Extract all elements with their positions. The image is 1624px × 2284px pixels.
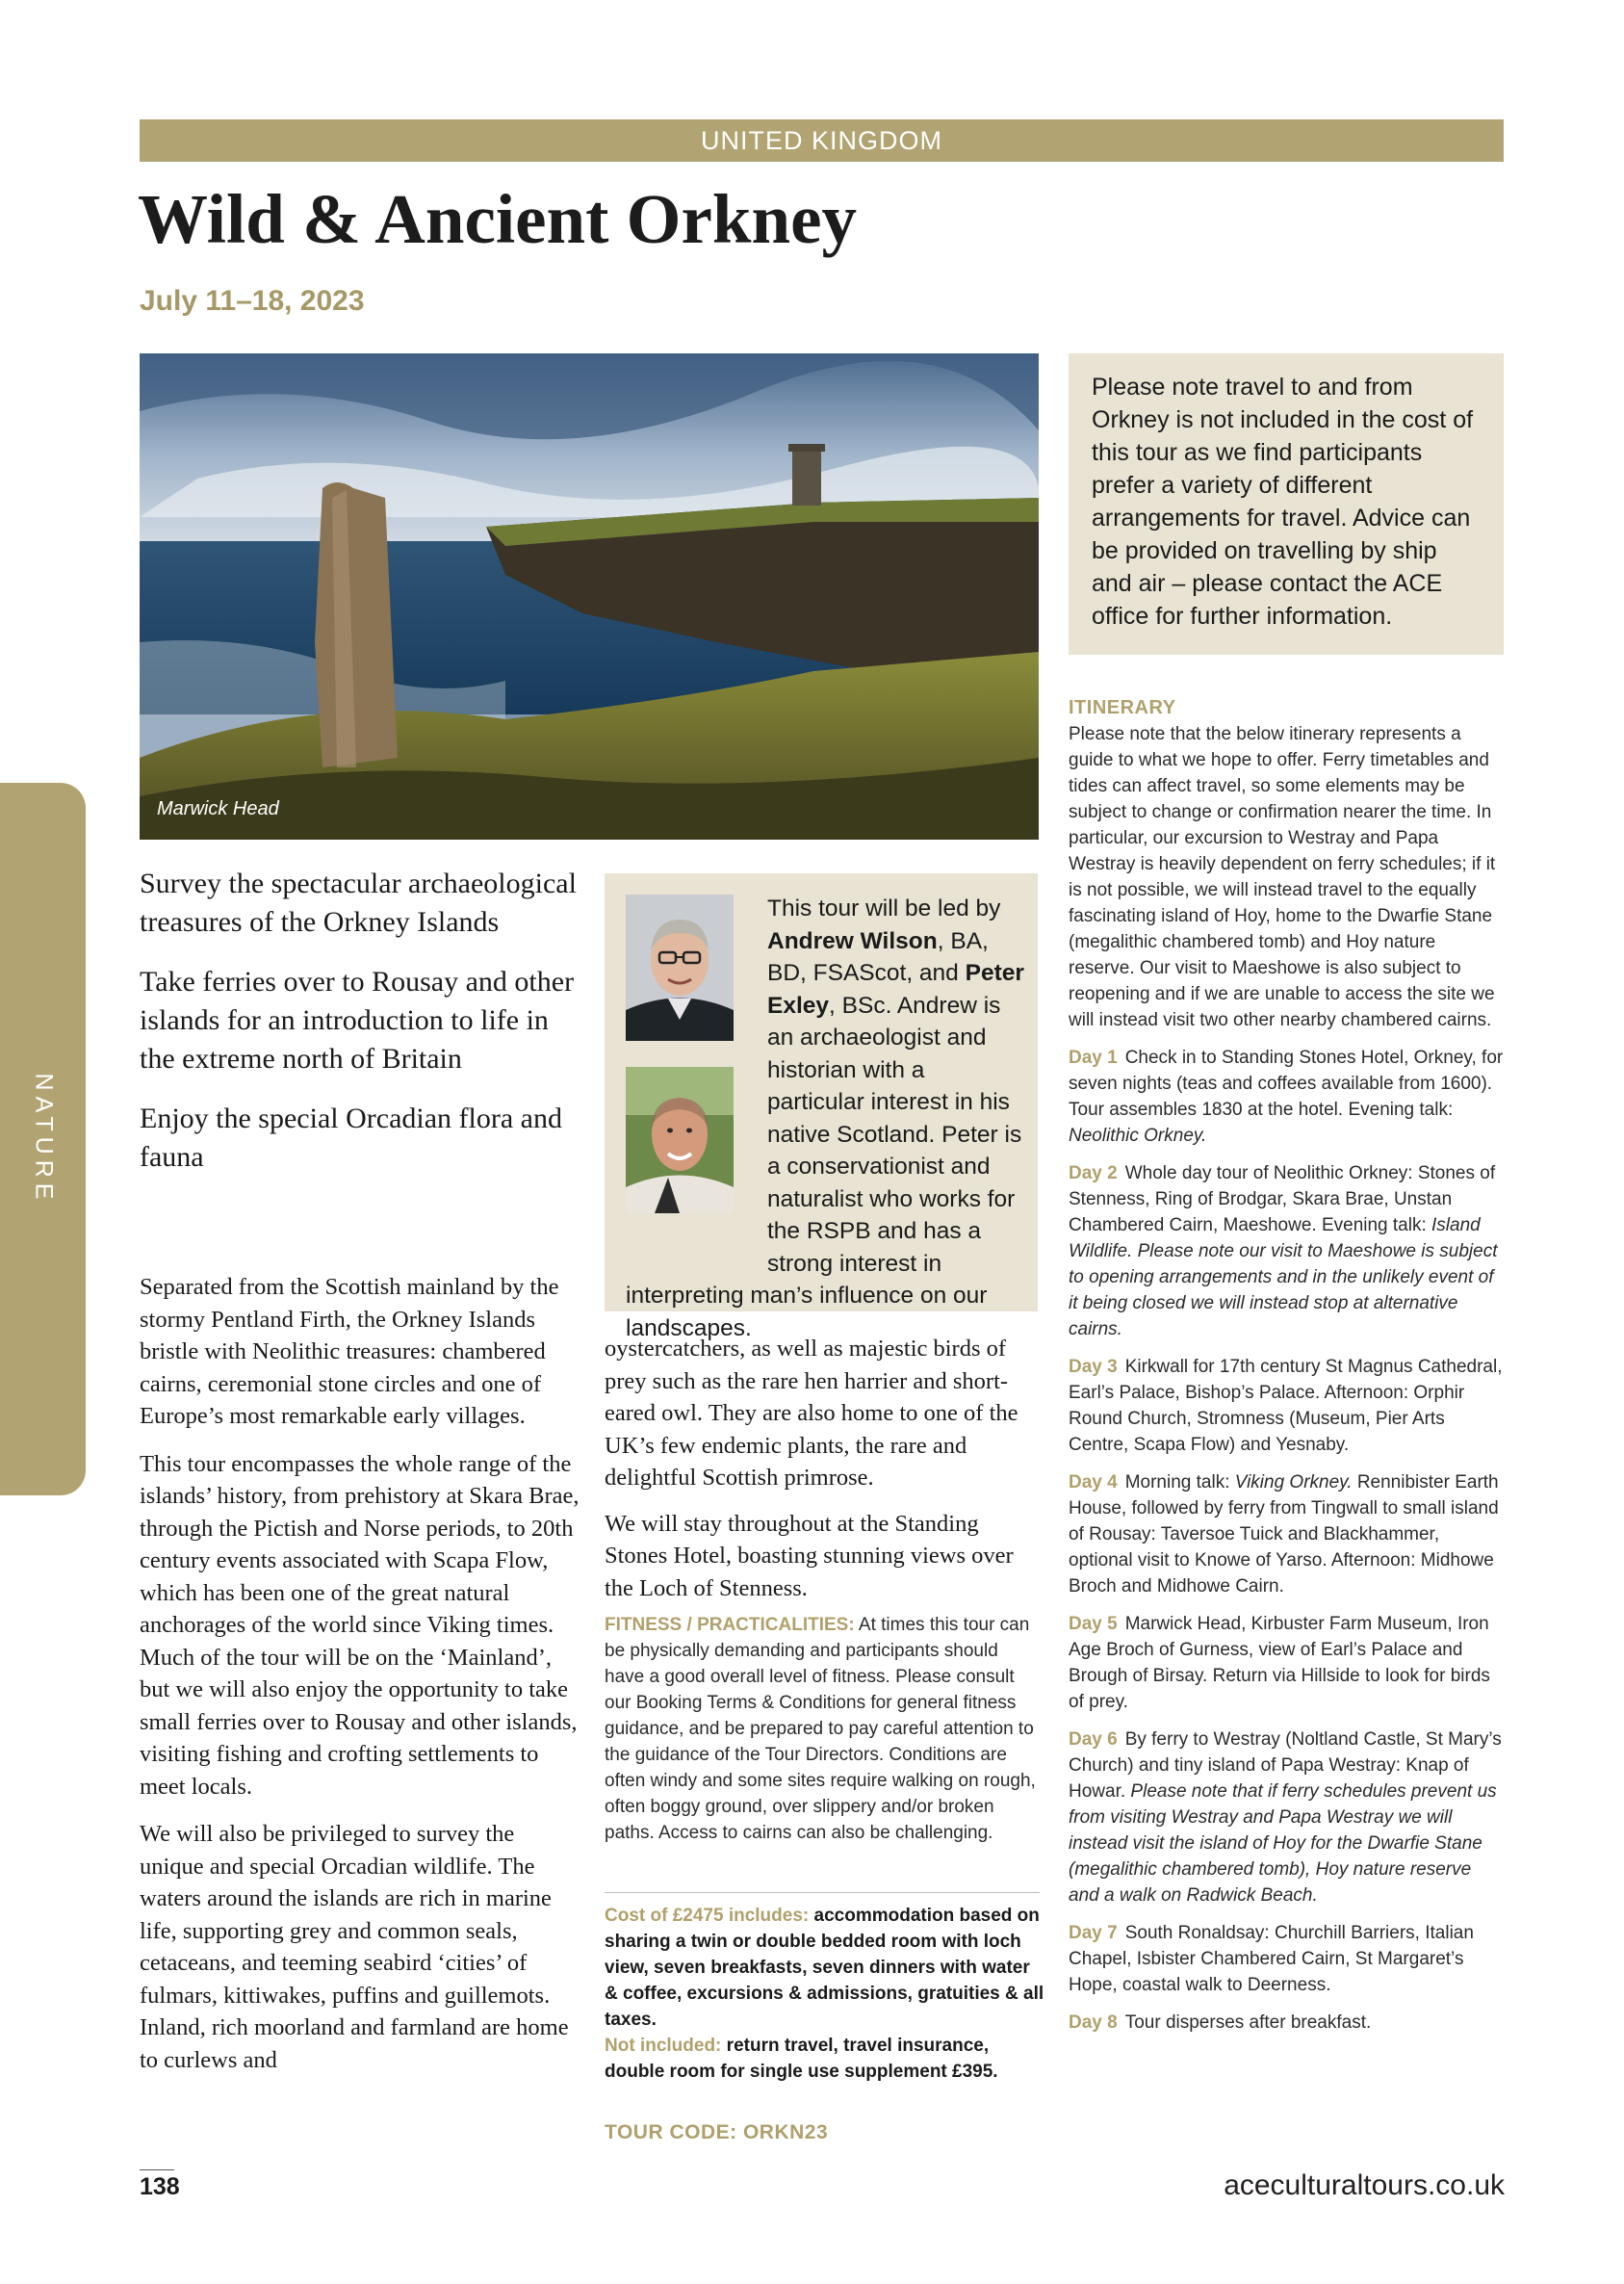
highlight-item: Take ferries over to Rousay and other islands for an introduction to life in the extreme north of Britain — [140, 966, 575, 1075]
day-text: Morning talk: — [1124, 1472, 1235, 1492]
day-text: Kirkwall for 17th century St Magnus Cathedral, Earl’s Palace, Bishop’s Palace. Afternoon: Orphir Round Church, Stromness (Museum, Pier Arts Centre, Scapa Flow) and Yesnaby. — [1069, 1357, 1503, 1455]
day-text: By ferry to Westray (Noltland Castle, St Mary’s Church) and tiny island of Papa Westray: Knap of Howar. — [1069, 1729, 1502, 1802]
body-paragraph: oystercatchers, as well as majestic birds of prey such as the rare hen harrier and short-eared owl. They are also home to one of the UK’s few endemic plants, the rare and delightful Scottish primrose. — [605, 1336, 1018, 1491]
marwick-head-illustration — [140, 353, 1039, 840]
day-text: Tour disperses after breakfast. — [1124, 2012, 1372, 2033]
body-paragraph: This tour encompasses the whole range of the islands’ history, from prehistory at Skara Brae, through the Pictish and Norse periods, to 20th century events associated with Scapa Flow, which has been one of the great natural anchorages of the world since Viking times. Much of the tour will be on the ‘Mainland’, but we will also enjoy the opportunity to take small ferries over to Rousay and other islands, visiting fishing and crofting settlements to meet locals. — [140, 1450, 580, 1800]
section-tab — [0, 783, 86, 1495]
itinerary-day — [1069, 1726, 1507, 1908]
day-label: Day 4 — [1069, 1472, 1118, 1492]
day-label: Day 2 — [1069, 1163, 1118, 1183]
day-text: Rennibister Earth House, followed by ferry from Tingwall to small island of Rousay: Taversoe Tuick and Blackhammer, optional visit to Knowe of Yarso. Afternoon: Midhowe Broch and Midhowe Cairn. — [1069, 1472, 1499, 1596]
cost-includes-label: Cost of £2475 includes: — [605, 1906, 810, 1926]
cost-includes-text: accommodation based on sharing a twin or double bedded room with loch view, seven breakfasts, seven dinners with water & coffee, excursions & admissions, gratuities & all taxes. — [605, 1906, 1044, 2030]
tour-code: TOUR CODE: ORKN23 — [605, 2121, 829, 2143]
leader-bio: , BSc. Andrew is an archaeologist and historian with a particular interest in his native Scotland. Peter is a conservationist and naturalist who works for the RSPB and has a strong interest in interpreting man’s influence on our landscapes. — [626, 992, 1022, 1341]
itinerary-day — [1069, 1045, 1507, 1149]
itinerary-intro: Please note that the below itinerary represents a guide to what we hope to offer. Ferry timetables and tides can affect travel, so some elements may be subject to change or confirmation nearer the time. In particular, our excursion to Westray and Papa Westray is heavily dependent on ferry schedules; if it is not possible, we will instead travel to the equally fascinating island of Hoy, home to the Dwarfie Stane (megalithic chambered tomb) and Hoy nature reserve. Our visit to Maeshowe is also subject to reopening and if we are unable to access the site we will instead visit two other nearby chambered cairns. — [1069, 724, 1496, 1030]
fitness-text: At times this tour can be physically demanding and participants should have a good overall level of fitness. Please consult our Booking Terms & Conditions for general fitness guidance, and be prepared to pay careful attention to the guidance of the Tour Directors. Conditions are often windy and some sites require walking on rough, often boggy ground, over slippery and/or broken paths. Access to cairns can also be challenging. — [605, 1615, 1036, 1843]
itinerary-day — [1069, 1611, 1507, 1715]
itinerary-day — [1069, 1160, 1507, 1342]
itinerary-heading: ITINERARY — [1069, 697, 1176, 718]
itinerary-day — [1069, 1469, 1507, 1599]
region-banner: UNITED KINGDOM — [140, 119, 1504, 162]
leader-name-andrew: Andrew Wilson — [767, 927, 938, 954]
tour-dates: July 11–18, 2023 — [140, 285, 365, 317]
day-label: Day 3 — [1069, 1357, 1118, 1377]
travel-note-box — [1069, 353, 1504, 655]
not-included-text: return travel, travel insurance, double room for single use supplement £395. — [605, 2036, 998, 2082]
body-paragraph: We will also be privileged to survey the unique and special Orcadian wildlife. The waters around the islands are rich in marine life, supporting grey and common seals, cetaceans, and teeming seabird ‘cities’ of fulmars, kittiwakes, puffins and guillemots. Inland, rich moorland and farmland are home to curlews and — [140, 1821, 569, 2073]
leaders-intro: This tour will be led by — [767, 895, 1001, 921]
day-text: Whole day tour of Neolithic Orkney: Stones of Stenness, Ring of Brodgar, Skara Brae, Unstan Chambered Cairn, Maeshowe. Evening talk: — [1069, 1163, 1496, 1235]
highlight-item: Survey the spectacular archaeological treasures of the Orkney Islands — [140, 868, 577, 938]
page-title: Wild & Ancient Orkney — [138, 180, 857, 258]
leader-credentials: , BA, BD, FSAScot, and — [767, 927, 989, 986]
day-label: Day 8 — [1069, 2012, 1118, 2033]
hero-photo — [140, 353, 1039, 840]
photo-caption: Marwick Head — [157, 798, 279, 819]
section-tab-label: NATURE — [30, 1073, 57, 1206]
highlight-item: Enjoy the special Orcadian flora and fauna — [140, 1103, 562, 1173]
website-link[interactable]: aceculturaltours.co.uk — [1224, 2169, 1505, 2201]
portrait-peter-exley — [626, 1067, 734, 1213]
highlights-list — [140, 865, 582, 1198]
travel-note-text: Please note travel to and from Orkney is not included in the cost of this tour as we find participants prefer a variety of different arrangements for travel. Advice can be provided on travelling by ship and air – please contact the ACE office for further information. — [1092, 374, 1474, 630]
intro-text — [140, 1271, 582, 2091]
tour-leaders-box — [605, 873, 1038, 1341]
fitness-paragraph — [605, 1612, 1043, 1846]
day-italic: Please note that if ferry schedules prevent us from visiting Westray and Papa Westray we will instead visit the island of Hoy for the Dwarfie Stane (megalithic chambered tomb), Hoy nature reserve and a walk on Radwick Beach. — [1069, 1781, 1497, 1906]
leader-name-peter: Peter Exley — [767, 960, 1024, 1019]
fitness-label: FITNESS / PRACTICALITIES: — [605, 1615, 855, 1635]
body-paragraph: Separated from the Scottish mainland by the stormy Pentland Firth, the Orkney Islands bristle with Neolithic treasures: chambered cairns, ceremonial stone circles and one of Europe’s most remarkable early villages. — [140, 1274, 559, 1429]
divider — [605, 1892, 1040, 1893]
page-number: 138 — [140, 2173, 180, 2200]
day-label: Day 7 — [1069, 1923, 1118, 1943]
footer-rule — [140, 2169, 174, 2170]
day-text: Marwick Head, Kirbuster Farm Museum, Iron Age Broch of Gurness, view of Earl’s Palace and Brough of Birsay. Return via Hillside to look for birds of prey. — [1069, 1614, 1490, 1712]
day-text: Check in to Standing Stones Hotel, Orkney, for seven nights (teas and coffees available from 1600). Tour assembles 1830 at the hotel. Evening talk: — [1069, 1048, 1504, 1120]
itinerary-section — [1069, 695, 1507, 2047]
body-paragraph: We will stay throughout at the Standing Stones Hotel, boasting stunning views over the Loch of Stenness. — [605, 1510, 1014, 1601]
day-italic: Neolithic Orkney. — [1069, 1126, 1207, 1146]
portrait-andrew-wilson — [626, 895, 734, 1041]
continuation-text — [605, 1333, 1043, 1859]
itinerary-day — [1069, 1920, 1507, 1998]
day-label: Day 5 — [1069, 1614, 1118, 1634]
day-text: South Ronaldsay: Churchill Barriers, Italian Chapel, Isbister Chambered Cairn, St Margaret’s Hope, coastal walk to Deerness. — [1069, 1923, 1474, 1995]
day-label: Day 1 — [1069, 1048, 1118, 1068]
itinerary-day — [1069, 1354, 1507, 1458]
day-italic: Viking Orkney. — [1234, 1472, 1353, 1492]
day-label: Day 6 — [1069, 1729, 1118, 1750]
cost-section — [605, 1903, 1045, 2085]
day-italic: Island Wildlife. Please note our visit to Maeshowe is subject to opening arrangements and in the unlikely event of it being closed we will instead stop at alternative cairns. — [1069, 1215, 1498, 1339]
itinerary-day — [1069, 2010, 1507, 2036]
not-included-label: Not included: — [605, 2036, 722, 2056]
